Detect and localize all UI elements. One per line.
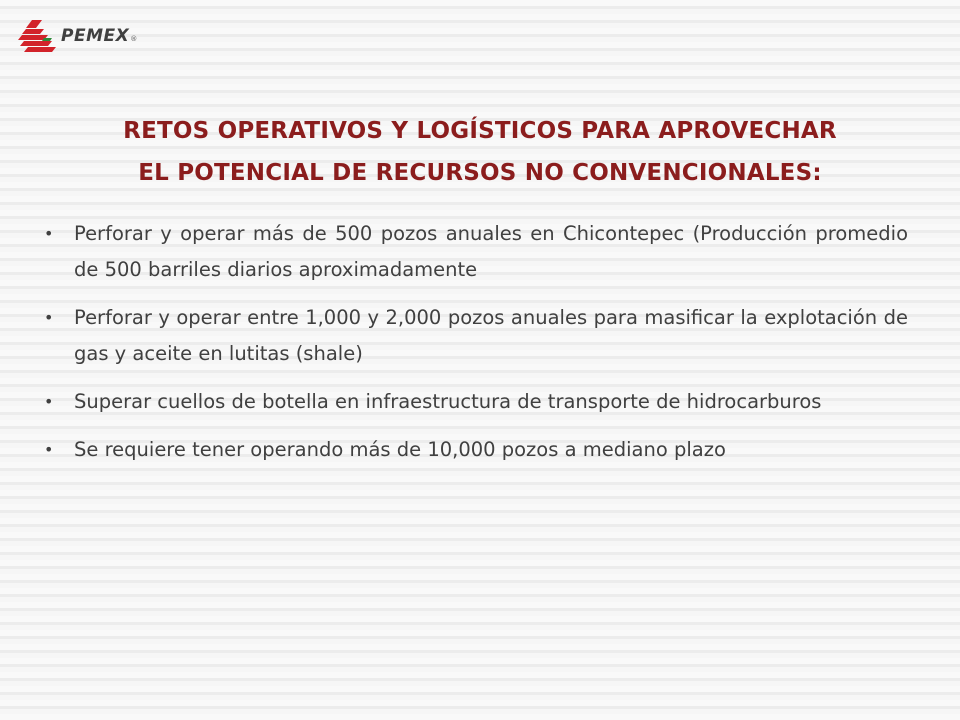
- bullet-item: [44, 384, 908, 420]
- bullet-dot-icon: •: [44, 392, 54, 411]
- bullet-item: [44, 300, 908, 372]
- title-line-1: RETOS OPERATIVOS Y LOGÍSTICOS PARA APROVECHAR: [123, 118, 837, 144]
- bullet-dot-icon: •: [44, 224, 54, 243]
- pemex-eagle-logo-icon: [18, 18, 58, 54]
- bullet-text: Perforar y operar entre 1,000 y 2,000 pozos anuales para masificar la explotación de gas y aceite en lutitas (shale): [74, 306, 908, 365]
- bullet-text: Se requiere tener operando más de 10,000 pozos a mediano plazo: [74, 438, 726, 461]
- logo-wordmark: PEMEX: [61, 26, 130, 46]
- slide-title: [40, 110, 920, 194]
- bullet-dot-icon: •: [44, 308, 54, 327]
- bullet-dot-icon: •: [44, 440, 54, 459]
- bullet-item: [44, 216, 908, 288]
- bullet-text: Perforar y operar más de 500 pozos anuales en Chicontepec (Producción promedio de 500 barriles diarios aproximadamente: [74, 222, 908, 281]
- pemex-logo: [18, 16, 137, 56]
- title-line-2: EL POTENCIAL DE RECURSOS NO CONVENCIONALES:: [138, 160, 822, 186]
- bullet-list: [44, 216, 908, 480]
- registered-mark: ®: [130, 35, 138, 43]
- bullet-text: Superar cuellos de botella en infraestructura de transporte de hidrocarburos: [74, 390, 822, 413]
- bullet-item: [44, 432, 908, 468]
